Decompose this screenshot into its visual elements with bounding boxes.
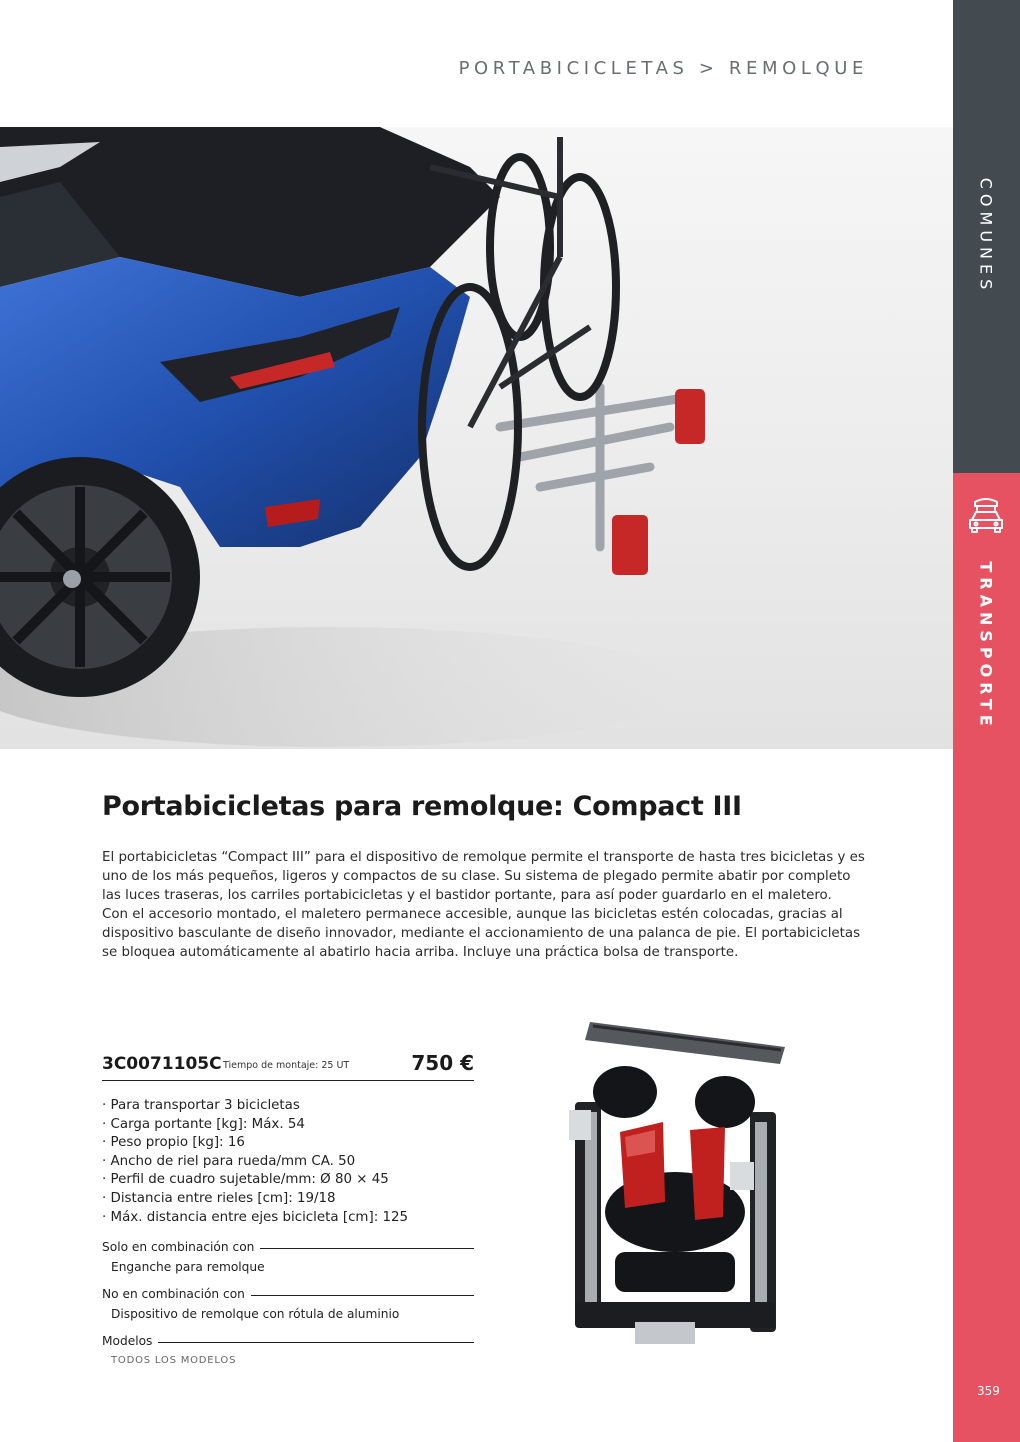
description-paragraph: Con el accesorio montado, el maletero permanece accesible, aunque las bicicletas estén colocadas, gracias al dispositivo basculante de diseño innovador, mediante el accionamiento de una palanca de pie. El portabicicletas se bloquea automáticamente al abatirlo hacia arriba. Incluye una práctica bolsa de transporte. (102, 907, 861, 960)
hero-illustration (0, 127, 953, 749)
hero-image-car-with-bike-rack (0, 127, 953, 749)
breadcrumb: PORTABICICLETAS > REMOLQUE (458, 58, 868, 79)
models-block (102, 1334, 474, 1366)
mount-time: Tiempo de montaje: 25 UT (223, 1060, 350, 1071)
product-code-row (102, 1051, 474, 1081)
feature-item: · Máx. distancia entre ejes bicicleta [cm]: 125 (102, 1209, 408, 1228)
feature-list (102, 1097, 408, 1227)
feature-item: · Distancia entre rieles [cm]: 19/18 (102, 1190, 408, 1209)
feature-item: · Peso propio [kg]: 16 (102, 1134, 408, 1153)
product-price: 750 € (411, 1051, 474, 1075)
divider (251, 1295, 474, 1296)
no-combination-label: No en combinación con (102, 1287, 245, 1301)
divider (158, 1342, 474, 1343)
feature-item: · Perfil de cuadro sujetable/mm: Ø 80 × 45 (102, 1171, 408, 1190)
sidebar-label-transporte[interactable]: TRANSPORTE (976, 561, 996, 731)
models-value: TODOS LOS MODELOS (111, 1355, 237, 1366)
divider (260, 1248, 474, 1249)
solo-combination-block (102, 1240, 474, 1274)
product-title: Portabicicletas para remolque: Compact III (102, 791, 742, 822)
page-number: 359 (977, 1384, 1000, 1398)
product-image-folded-carrier (555, 1012, 805, 1362)
feature-item: · Ancho de riel para rueda/mm CA. 50 (102, 1153, 408, 1172)
description-paragraph: El portabicicletas “Compact III” para el dispositivo de remolque permite el transporte de hasta tres bicicletas y es uno de los más pequeños, ligeros y compactos de su clase. Su sistema de plegado permite abatir por completo las luces traseras, los carriles portabicicletas y el bastidor portante, para así poder guardarlo en el maletero. (102, 850, 865, 903)
feature-item: · Para transportar 3 bicicletas (102, 1097, 408, 1116)
no-combination-value: Dispositivo de remolque con rótula de aluminio (111, 1307, 400, 1321)
models-label: Modelos (102, 1334, 153, 1348)
car-roof-box-icon (963, 492, 1009, 538)
solo-combination-value: Enganche para remolque (111, 1260, 265, 1274)
solo-combination-label: Solo en combinación con (102, 1240, 255, 1254)
product-code: 3C0071105C (102, 1054, 222, 1074)
feature-item: · Carga portante [kg]: Máx. 54 (102, 1116, 408, 1135)
no-combination-block (102, 1287, 474, 1321)
sidebar-label-comunes[interactable]: COMUNES (976, 177, 996, 295)
product-description (102, 848, 872, 962)
